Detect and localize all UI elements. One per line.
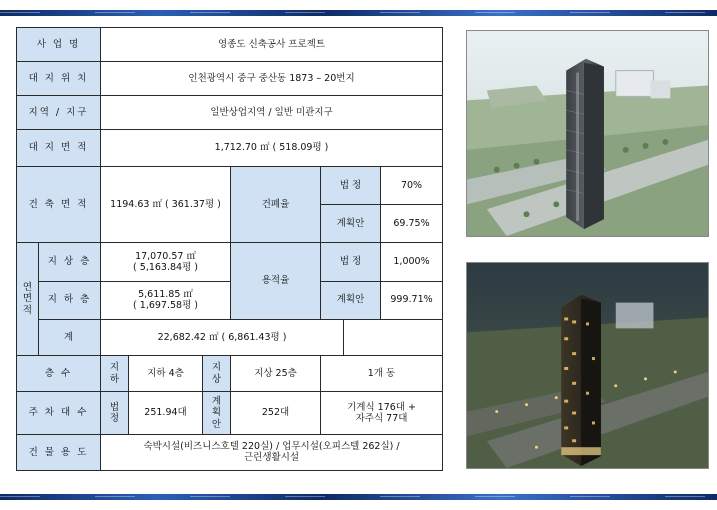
project-info-table [16,27,443,471]
far-plan-label: 계획안 [321,281,381,319]
parking-plan-head-char: 계 [211,395,222,407]
zoning-value: 일반상업지역 / 일반 미관지구 [101,96,443,130]
project-name-value: 영종도 신축공사 프로젝트 [101,28,443,62]
parking-plan-head-char: 안 [211,418,222,430]
above-ground-area: 17,070.57 ㎡ [135,250,196,262]
floors-below-head [101,356,129,392]
top-decorative-band [0,10,717,16]
row-zoning [17,96,443,130]
building-area-label: 건 축 면 적 [17,166,101,243]
far-label: 용적율 [231,243,321,320]
row-floor-area-above [17,243,443,281]
bottom-decorative-band [0,494,717,500]
floors-above-value: 지상 25층 [231,356,321,392]
site-area-label: 대 지 면 적 [17,130,101,166]
usage-value-line-2: 근린생활시설 [243,452,300,464]
building-count-value: 1개 동 [321,356,443,392]
row-site-area [17,130,443,166]
site-area-value: 1,712.70 ㎡ ( 518.09평 ) [101,130,443,166]
floor-area-char: 적 [22,304,33,316]
below-ground-pyeong: ( 1,697.58평 ) [133,300,198,312]
floors-below-head-char: 지 [109,362,120,374]
floors-below-head-char: 하 [109,373,120,385]
row-floor-area-total [17,319,443,355]
above-ground-pyeong: ( 5,163.84평 ) [133,261,198,273]
parking-label: 주 차 대 수 [17,392,101,434]
far-legal-label: 법 정 [321,243,381,281]
night-rendering-image [466,262,709,469]
row-project-name [17,28,443,62]
parking-plan-head [203,392,231,434]
above-ground-value [101,243,231,281]
below-ground-value [101,281,231,319]
floor-area-char: 면 [22,293,33,305]
coverage-legal-value: 70% [381,166,443,204]
far-legal-value: 1,000% [381,243,443,281]
usage-value [101,434,443,470]
coverage-legal-label: 법 정 [321,166,381,204]
site-location-value: 인천광역시 중구 중산동 1873 – 20번지 [101,62,443,96]
project-name-label: 사 업 명 [17,28,101,62]
floors-above-head-char: 지 [211,362,222,374]
floor-area-label [17,243,39,356]
parking-legal-head-char: 정 [109,412,120,424]
row-floors [17,356,443,392]
usage-value-line-1: 숙박시설(비즈니스호텔 220실) / 업무시설(오피스텔 262실) / [143,440,400,452]
parking-legal-head-char: 법 [109,401,120,413]
parking-breakdown-self: 자주식 77대 [355,412,408,424]
row-floor-area-below [17,281,443,319]
row-building-area-1 [17,166,443,204]
building-area-value: 1194.63 ㎡ ( 361.37평 ) [101,166,231,243]
parking-plan-head-char: 획 [211,407,222,419]
below-ground-area: 5,611.85 ㎡ [138,288,193,300]
floors-below-value: 지하 4층 [129,356,203,392]
far-plan-value: 999.71% [381,281,443,319]
coverage-label: 건폐율 [231,166,321,243]
parking-breakdown-mechanical: 기계식 176대 + [347,401,416,413]
parking-legal-value: 251.94대 [129,392,203,434]
floor-area-char: 연 [22,282,33,294]
floors-label: 층 수 [17,356,101,392]
zoning-label: 지역 / 지구 [17,96,101,130]
below-ground-label: 지 하 층 [39,281,101,319]
usage-label: 건 물 용 도 [17,434,101,470]
floors-above-head [203,356,231,392]
total-empty-cell [344,319,443,355]
total-value: 22,682.42 ㎡ ( 6,861.43평 ) [101,319,344,355]
site-location-label: 대 지 위 치 [17,62,101,96]
above-ground-label: 지 상 층 [39,243,101,281]
parking-breakdown [321,392,443,434]
coverage-plan-label: 계획안 [321,204,381,242]
row-parking [17,392,443,434]
row-site-location [17,62,443,96]
floors-above-head-char: 상 [211,373,222,385]
parking-plan-value: 252대 [231,392,321,434]
parking-legal-head [101,392,129,434]
total-label: 계 [39,319,101,355]
row-usage [17,434,443,470]
coverage-plan-value: 69.75% [381,204,443,242]
daytime-rendering-image [466,30,709,237]
